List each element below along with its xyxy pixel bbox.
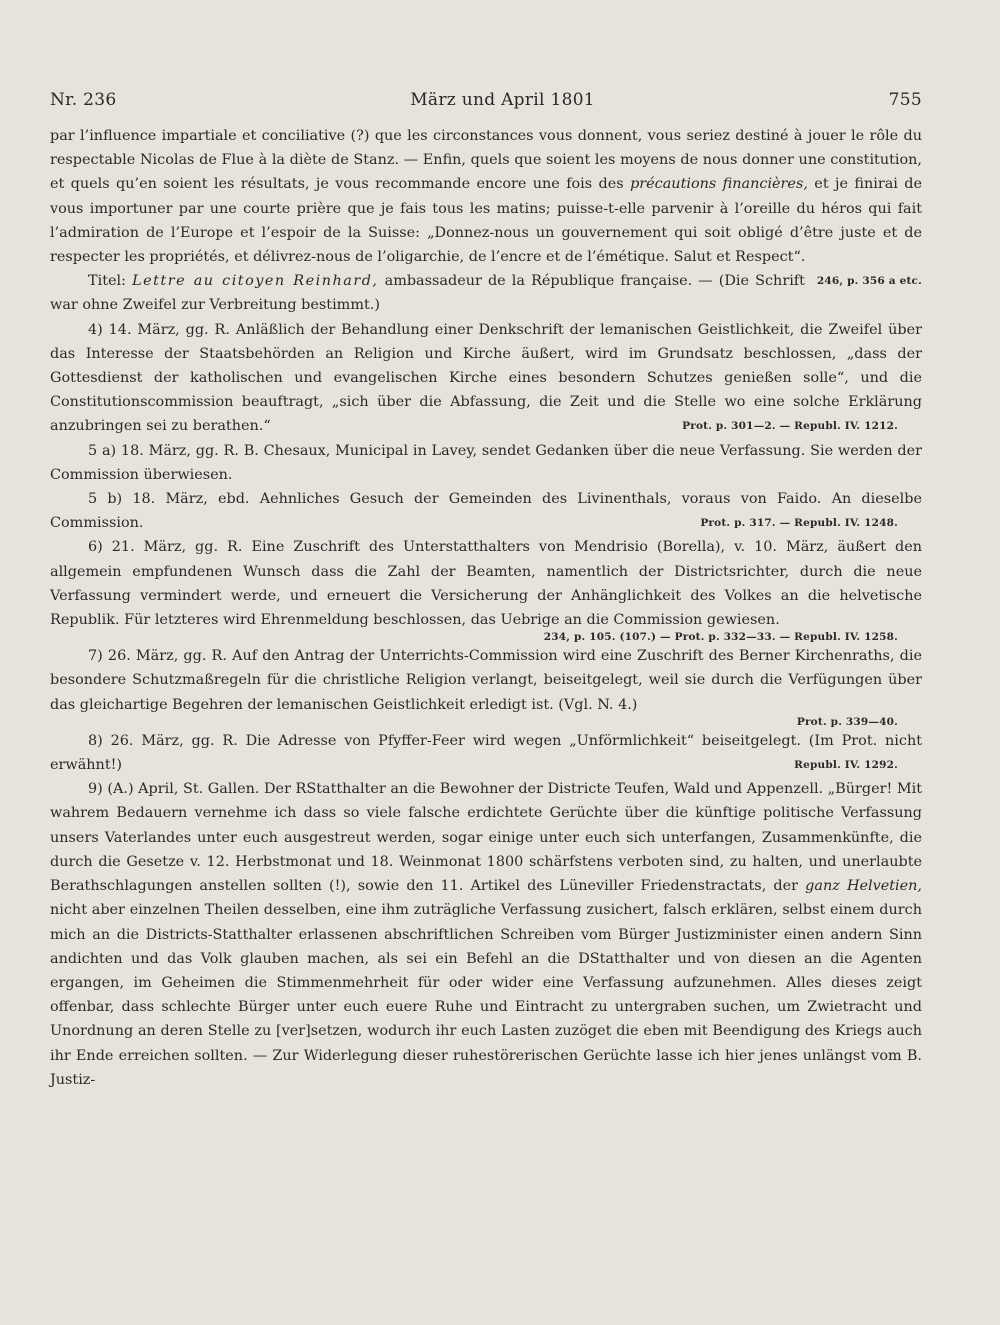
reference-note: Prot. p. 317. — Republ. IV. 1248. bbox=[700, 517, 898, 530]
paragraph-titel: Titel: Lettre au citoyen Reinhard, ambassadeur de la République française. — (Die Schrift war ohne Zweifel zur Verbreitung bestimmt.) bbox=[50, 273, 805, 314]
entry-9: 9) (A.) April, St. Gallen. Der RStatthalter an die Bewohner der Districte Teufen, Wald und Appenzell. „Bürger! Mit wahrem Bedauern vernehme ich dass so viele falsche erdichtete Gerüchte über die künftige politische Verfassung unsers Vaterlandes unter euch ausgestreut werden, sogar einige unter euch sich unterfangen, Zusammenkünfte, die durch die Gesetze v. 12. Herbstmonat und 18. Weinmonat 1800 schärfstens verboten sind, zu halten, und unerlaubte Berathschlagungen anstellen sollten (!), sowie den 11. Artikel des Lüneviller Friedenstractats, der ganz Helvetien, nicht aber einzelnen Theilen desselben, eine ihm zuträgliche Verfassung zusichert, falsch erklären, selbst einem durch mich an die Districts-Statthalter erlassenen abschriftlichen Schreiben vom Bürger Justizminister einen andern Sinn andichten und das Volk glauben machen, als sei ein Befehl an die DStatthalter und von diesen an die Agenten ergangen, im Geheimen die Stimmenmehrheit für oder wider eine Verfassung aufzunehmen. Alles dieses zeigt offenbar, dass schlechte Bürger unter euch euere Ruhe und Eintracht zu untergraben suchen, um Zwietracht und Unordnung an deren Stelle zu [ver]setzen, wodurch ihr euch Lasten zuzöget die eben mit Beendigung des Kriegs auch ihr Ende erreichen sollten. — Zur Widerlegung dieser ruhestörerischen Gerüchte lasse ich hier jenes unlängst vom B. Justiz- bbox=[50, 781, 922, 1088]
header-title: März und April 1801 bbox=[410, 90, 595, 110]
header-number: Nr. 236 bbox=[50, 90, 117, 110]
reference-note: Republ. IV. 1292. bbox=[794, 759, 898, 772]
entry-5a: 5 a) 18. März, gg. R. B. Chesaux, Municipal in Lavey, sendet Gedanken über die neue Verfassung. Sie werden der Commission überwiesen. bbox=[50, 442, 922, 483]
reference-note: 246, p. 356 a etc. bbox=[816, 275, 922, 288]
body-text bbox=[50, 124, 922, 1092]
entry-4: 4) 14. März, gg. R. Anläßlich der Behandlung einer Denkschrift der lemanischen Geistlichkeit, die Zweifel über das Interesse der Staatsbehörden an Religion und Kirche äußert, wird im Grundsatz beschlossen, „dass der Gottesdienst der katholischen und evangelischen Kirche eines besondern Schutzes genießen solle“, und die Constitutionscommission beauftragt, „sich über die Abfassung, die Zeit und die Stelle wo eine solche Erklärung anzubringen sei zu berathen.“ Prot. p. 301—2. — Republ. IV. 1212. bbox=[50, 318, 922, 439]
page-number: 755 bbox=[888, 90, 922, 110]
entry-5b: 5 b) 18. März, ebd. Aehnliches Gesuch der Gemeinden des Livinenthals, voraus von Faido. An dieselbe Commission. Prot. p. 317. — Republ. IV. 1248. bbox=[50, 487, 922, 535]
reference-note: Prot. p. 339—40. bbox=[796, 715, 898, 728]
entry-6: 6) 21. März, gg. R. Eine Zuschrift des Unterstatthalters von Mendrisio (Borella), v. 10. März, äußert den allgemein empfundenen Wunsch dass die Zahl der Beamten, namentlich der Districtsrichter, durch die neue Verfassung vermindert werde, und erneuert die Versicherung der Anhänglichkeit des Volkes an die helvetische Republik. Für letzteres wird Ehrenmeldung beschlossen, das Uebrige an die Commission gewiesen. bbox=[50, 539, 922, 629]
paragraph-letter-continuation: par l’influence impartiale et conciliative (?) que les circonstances vous donnent, vous seriez destiné à jouer le rôle du respectable Nicolas de Flue à la diète de Stanz. — Enfin, quels que soient les moyens de nous donner une constitution, et quels qu’en soient les résultats, je vous recommande encore une fois des précautions financières, et je finirai de vous importuner par une courte prière que je fais tous les matins; puisse-t-elle parvenir à l’oreille du héros qui fait l’admiration de l’Europe et l’espoir de la Suisse: „Donnez-nous un gouvernement qui soit obligé d’être juste et de respecter les propriétés, et délivrez-nous de l’oligarchie, de l’encre et de l’émétique. Salut et Respect“. 246, p. 356 a etc. bbox=[50, 124, 922, 269]
reference-note: Prot. p. 301—2. — Republ. IV. 1212. bbox=[682, 420, 898, 433]
reference-note: 234, p. 105. (107.) — Prot. p. 332—33. — Republ. IV. 1258. bbox=[543, 631, 898, 644]
entry-7: 7) 26. März, gg. R. Auf den Antrag der Unterrichts-Commission wird eine Zuschrift des Berner Kirchenraths, die besondere Schutzmaßregeln für die christliche Religion verlangt, beiseitgelegt, weil sie durch die Verfügungen über das gleichartige Begehren der lemanischen Geistlichkeit erledigt ist. (Vgl. N. 4.) bbox=[50, 648, 922, 713]
running-header bbox=[50, 90, 922, 110]
entry-8: 8) 26. März, gg. R. Die Adresse von Pfyffer-Feer wird wegen „Unförmlichkeit“ beiseitgelegt. (Im Prot. nicht erwähnt!) Republ. IV. 1292. bbox=[50, 729, 922, 777]
